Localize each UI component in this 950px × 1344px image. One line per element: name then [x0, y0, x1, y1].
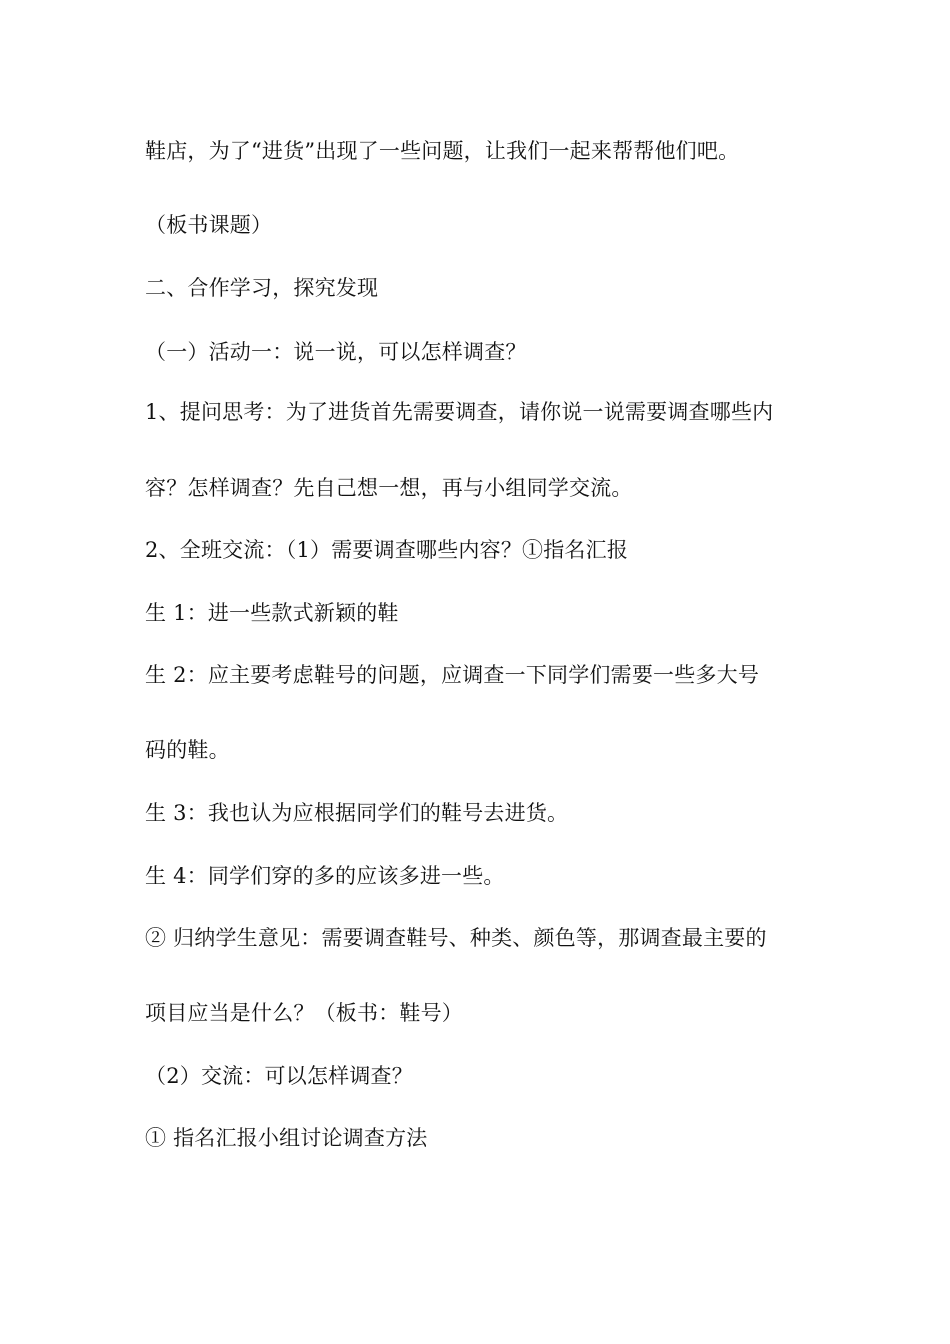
text-line-6: 容？怎样调查？先自己想一想，再与小组同学交流。: [145, 476, 633, 500]
text-line-9: 生 2：应主要考虑鞋号的问题，应调查一下同学们需要一些多大号: [145, 663, 760, 687]
text-line-4: （一）活动一：说一说，可以怎样调查？: [145, 340, 527, 364]
text-line-8: 生 1：进一些款式新颖的鞋: [145, 601, 399, 625]
text-line-12: 生 4：同学们穿的多的应该多进一些。: [145, 864, 505, 888]
text-line-10: 码的鞋。: [145, 738, 230, 762]
text-line-13: ② 归纳学生意见：需要调查鞋号、种类、颜色等，那调查最主要的: [145, 926, 767, 950]
text-line-3: 二、合作学习，探究发现: [145, 276, 379, 300]
text-line-1: 鞋店，为了“进货”出现了一些问题，让我们一起来帮帮他们吧。: [145, 139, 740, 163]
text-line-11: 生 3：我也认为应根据同学们的鞋号去进货。: [145, 801, 569, 825]
text-line-5: 1、提问思考：为了进货首先需要调查，请你说一说需要调查哪些内: [145, 400, 774, 424]
text-line-7: 2、全班交流：（1）需要调查哪些内容？①指名汇报: [145, 538, 629, 562]
text-line-16: ① 指名汇报小组讨论调查方法: [145, 1126, 428, 1150]
text-line-2: （板书课题）: [145, 213, 273, 237]
text-line-15: （2）交流：可以怎样调查？: [145, 1064, 413, 1088]
text-line-14: 项目应当是什么？（板书：鞋号）: [145, 1001, 463, 1025]
